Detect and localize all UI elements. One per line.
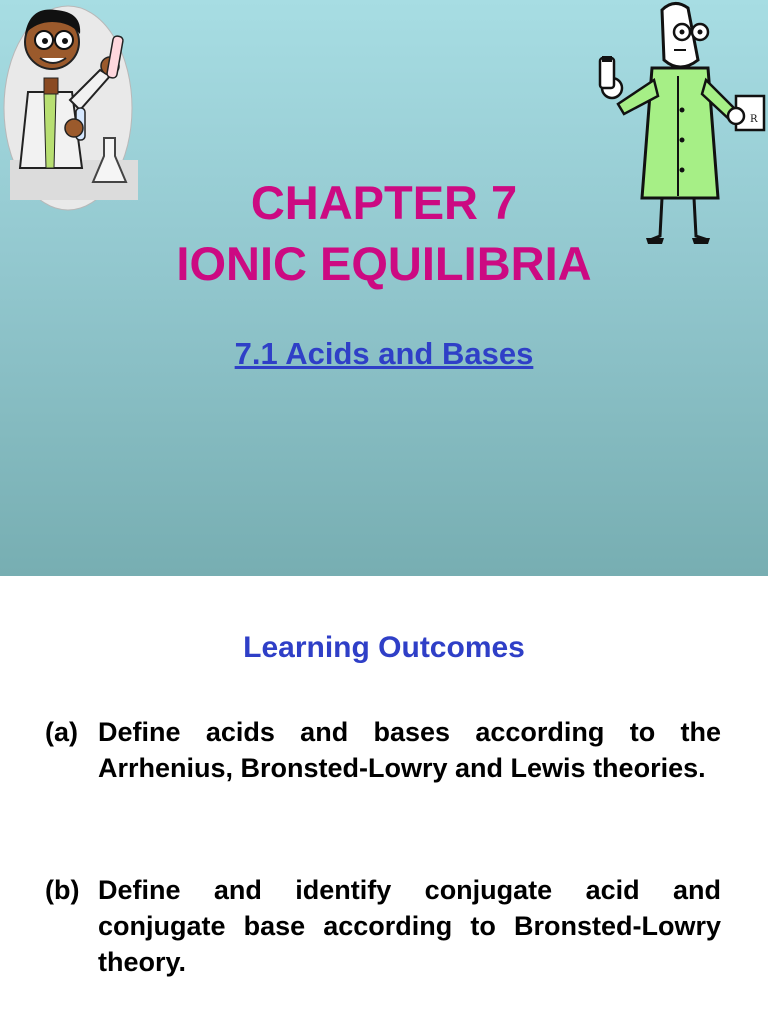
- chapter-subject-title: IONIC EQUILIBRIA: [176, 237, 592, 290]
- outcome-label: (a): [45, 717, 78, 747]
- outcome-item-a: [45, 714, 721, 786]
- outcome-text: Define and identify conjugate acid and conjugate base according to Bronsted-Lowry theory.: [98, 875, 721, 977]
- learning-outcomes-slide: [0, 576, 768, 1024]
- outcome-item-b: [45, 872, 721, 980]
- outcome-label: (b): [45, 875, 80, 905]
- chapter-title: CHAPTER 7: [250, 176, 518, 229]
- section-link[interactable]: 7.1 Acids and Bases: [234, 336, 534, 371]
- learning-outcomes-heading: Learning Outcomes: [243, 631, 525, 664]
- svg-text:R: R: [750, 114, 758, 125]
- outcome-text: Define acids and bases according to the Arrhenius, Bronsted-Lowry and Lewis theories.: [98, 717, 721, 783]
